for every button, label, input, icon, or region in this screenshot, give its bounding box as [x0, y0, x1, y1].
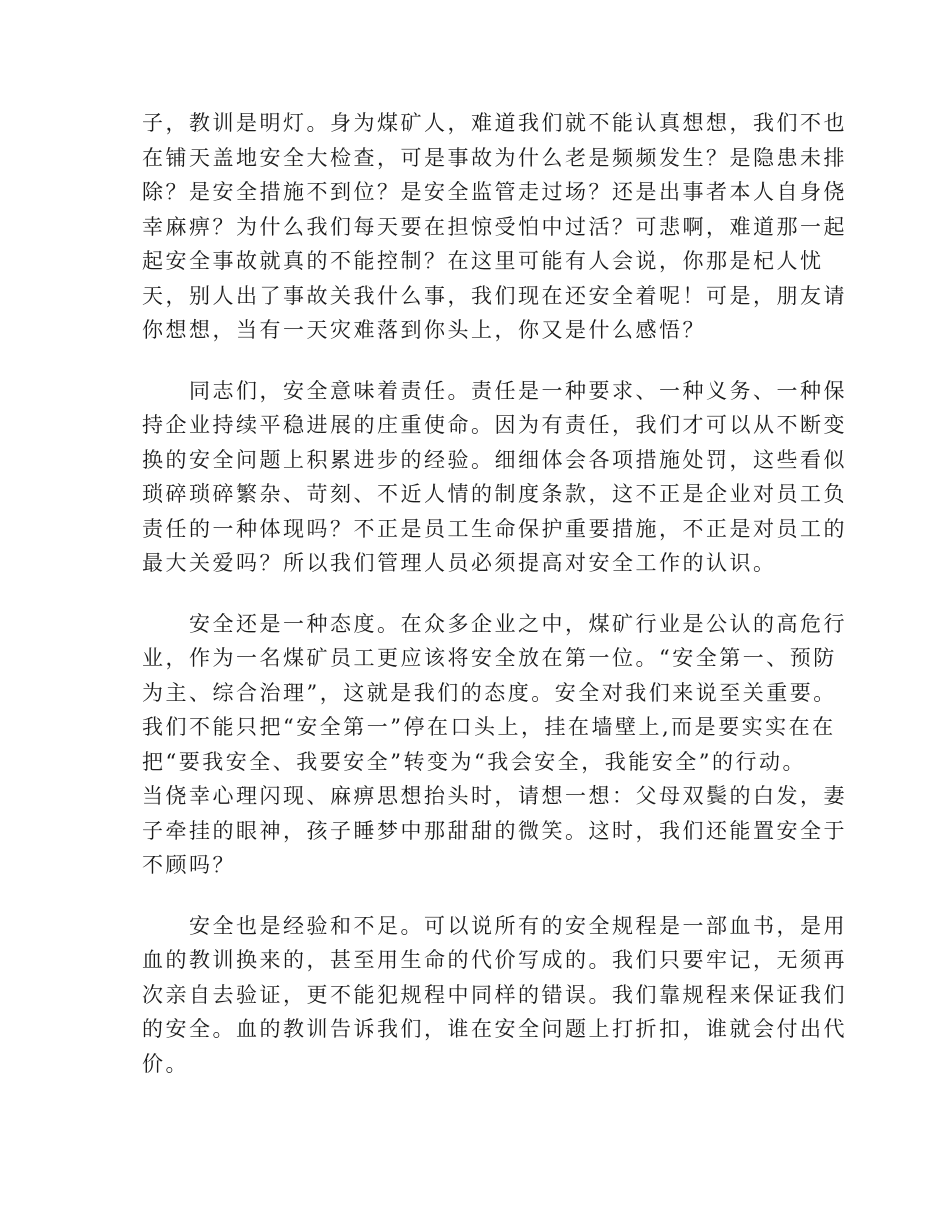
text-line: 起安全事故就真的不能控制？在这里可能有人会说，你那是杞人忧	[142, 249, 824, 273]
text-line: 你想想，当有一天灾难落到你头上，你又是什么感悟？	[142, 318, 706, 342]
text-line: 血的教训换来的，甚至用生命的代价写成的。我们只要牢记，无须再	[142, 948, 847, 972]
paragraph-3	[142, 607, 847, 883]
paragraph-4	[142, 909, 847, 1082]
text-line: 安全还是一种态度。在众多企业之中，煤矿行业是公认的高危行	[142, 611, 847, 636]
text-line: 不顾吗？	[142, 853, 236, 877]
text-line: 除？是安全措施不到位？是安全监管走过场？还是出事者本人自身侥	[142, 180, 847, 204]
text-line: 幸麻痹？为什么我们每天要在担惊受怕中过活？可悲啊，难道那一起	[142, 214, 847, 239]
text-line: 同志们，安全意味着责任。责任是一种要求、一种义务、一种保	[142, 378, 847, 403]
text-line: 子牵挂的眼神，孩子睡梦中那甜甜的微笑。这时，我们还能置安全于	[142, 818, 847, 843]
text-line: 天，别人出了事故关我什么事，我们现在还安全着呢！可是，朋友请	[142, 283, 847, 308]
paragraph-1	[142, 106, 847, 348]
paragraph-2	[142, 374, 847, 581]
text-line: 持企业持续平稳进展的庄重使命。因为有责任，我们才可以从不断变	[142, 413, 847, 437]
text-line: 为主、综合治理”，这就是我们的态度。安全对我们来说至关重要。	[142, 680, 837, 705]
text-line: 把“要我安全、我要安全”转变为“我会安全，我能安全”的行动。	[142, 749, 806, 774]
text-line: 价。	[142, 1051, 189, 1076]
text-line: 业，作为一名煤矿员工更应该将安全放在第一位。“安全第一、预防	[142, 646, 837, 670]
text-line: 琐碎琐碎繁杂、苛刻、不近人情的制度条款，这不正是企业对员工负	[142, 482, 847, 506]
text-line: 子，教训是明灯。身为煤矿人，难道我们就不能认真想想，我们不也	[142, 111, 847, 135]
text-line: 安全也是经验和不足。可以说所有的安全规程是一部血书，是用	[142, 913, 847, 938]
text-line: 我们不能只把“安全第一”停在口头上，挂在墙壁上,而是要实实在在	[142, 715, 836, 739]
text-line: 的安全。血的教训告诉我们，谁在安全问题上打折扣，谁就会付出代	[142, 1017, 847, 1041]
text-line: 换的安全问题上积累进步的经验。细细体会各项措施处罚，这些看似	[142, 447, 847, 472]
document-page	[142, 106, 847, 1081]
text-line: 责任的一种体现吗？不正是员工生命保护重要措施，不正是对员工的	[142, 516, 847, 541]
text-line: 当侥幸心理闪现、麻痹思想抬头时，请想一想：父母双鬓的白发，妻	[142, 784, 847, 808]
text-line: 最大关爱吗？所以我们管理人员必须提高对安全工作的认识。	[142, 551, 777, 575]
text-line: 在铺天盖地安全大检查，可是事故为什么老是频频发生？是隐患未排	[142, 145, 847, 170]
text-line: 次亲自去验证，更不能犯规程中同样的错误。我们靠规程来保证我们	[142, 982, 847, 1007]
